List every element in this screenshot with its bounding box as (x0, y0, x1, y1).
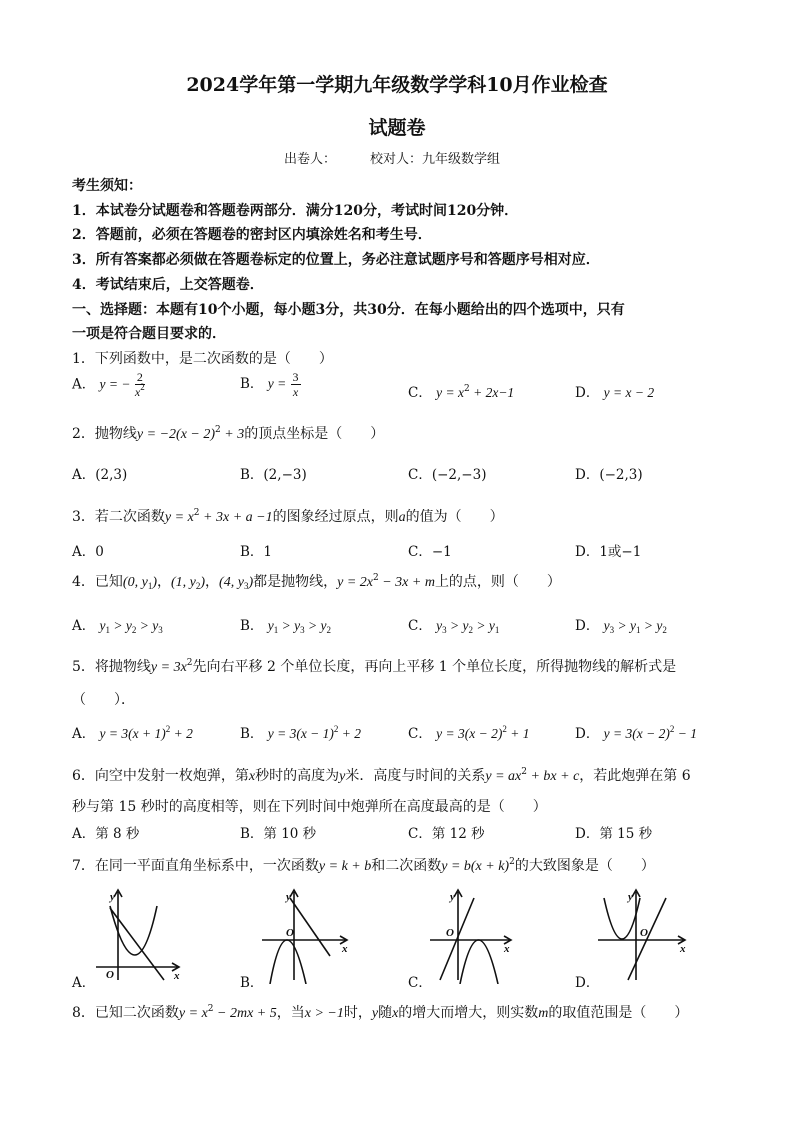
q1-option-d: D． y = x − 2 (575, 385, 655, 401)
q7-option-b-label: B． (240, 975, 264, 991)
q3-option-c: C．−1 (408, 544, 452, 560)
line (440, 898, 474, 980)
parabola (270, 940, 306, 984)
q4-stem: 4．已知(0, $y_1$)，(1, $y_2$)，(4, $y_3$)都是抛物线，$y = 2x^2 - 3x + m$上的点，则（ ） (72, 573, 561, 591)
notice-item: 3．所有答案都必须做在答题卷标定的位置上，务必注意试题序号和答题序号相对应． (72, 252, 600, 268)
checker-label: 校对人：九年级数学组 (370, 152, 501, 167)
q8-stem: 8．已知二次函数$y = x^2 - 2mx + 5$，当x > −1时，y随x的增大而增大，则实数m的取值范围是（ ） (72, 1004, 689, 1021)
y-axis-label: y (450, 891, 455, 903)
x-axis-label: x (504, 943, 510, 955)
q5-stem-cont: （ ）． (72, 692, 135, 708)
origin-label: O (106, 969, 114, 981)
x-axis-label: x (174, 970, 180, 982)
y-axis-label: y (628, 891, 633, 903)
q4-option-d: D． $y_3 > y_1 > y_2$ (575, 618, 667, 635)
y-axis-label: y (110, 891, 115, 903)
x-axis-label: x (342, 943, 348, 955)
origin-label: O (446, 927, 454, 939)
q5-option-b: B． $y = 3(x - 1)^2 + 2$ (240, 724, 362, 742)
q4-option-c: C． $y_3 > y_2 > y_1$ (408, 618, 500, 635)
q2-option-d: D．(−2,3) (575, 467, 643, 483)
x-axis-label: x (680, 943, 686, 955)
exam-title: 2024学年第一学期九年级数学学科10月作业检查 (186, 74, 608, 96)
q6-option-a: A．第 8 秒 (72, 826, 140, 842)
q6-stem: 6．向空中发射一枚炮弹，第x秒时的高度为y米．高度与时间的关系$y = ax^2$ + bx + c，若此炮弹在第 6 (72, 767, 691, 784)
q2-option-b: B．(2,−3) (240, 467, 307, 483)
q2-option-a: A．(2,3) (72, 467, 128, 483)
line (290, 898, 330, 956)
q6-option-d: D．第 15 秒 (575, 826, 653, 842)
q6-option-b: B．第 10 秒 (240, 826, 317, 842)
parabola (460, 940, 498, 984)
q7-stem: 7．在同一平面直角坐标系中，一次函数y = k + b和二次函数$y = b(x + k)^2$的大致图象是（ ） (72, 857, 655, 874)
q2-option-c: C．(−2,−3) (408, 467, 487, 483)
q3-option-a: A．0 (72, 544, 104, 560)
q7-option-a-label: A． (72, 975, 96, 991)
q5-option-a: A． $y = 3(x + 1)^2 + 2$ (72, 724, 193, 742)
origin-label: O (640, 927, 648, 939)
q5-option-c: C． $y = 3(x - 2)^2 + 1$ (408, 724, 530, 742)
q4-option-b: B． $y_1 > y_3 > y_2$ (240, 618, 331, 635)
notice-item: 4．考试结束后，上交答题卷． (72, 277, 264, 293)
parabola (110, 906, 157, 955)
notice-item: 2．答题前，必须在答题卷的密封区内填涂姓名和考生号． (72, 227, 432, 243)
q7-option-d-label: D． (575, 975, 600, 991)
section-heading: 一、选择题：本题有10个小题，每小题3分，共30分．在每小题给出的四个选项中，只有 (72, 302, 625, 318)
notice-heading: 考生须知： (72, 178, 142, 194)
q1-stem: 1．下列函数中，是二次函数的是（ ） (72, 351, 333, 367)
q3-option-d: D．1或−1 (575, 544, 642, 560)
q5-stem: 5．将抛物线$y = 3x^2$先向右平移 2 个单位长度，再向上平移 1 个单位长度，所得抛物线的解析式是 (72, 658, 677, 675)
origin-label: O (286, 927, 294, 939)
q5-option-d: D． $y = 3(x - 2)^2 - 1$ (575, 724, 697, 742)
q7-graph-c (426, 884, 521, 984)
notice-item: 1．本试卷分试题卷和答题卷两部分．满分120分，考试时间120分钟． (72, 203, 519, 219)
q6-option-c: C．第 12 秒 (408, 826, 485, 842)
q3-option-b: B．1 (240, 544, 273, 560)
q7-graph-b (258, 884, 353, 984)
q1-option-b: B． y = $\frac{3}{x}$ (240, 370, 299, 399)
parabola (604, 898, 640, 939)
q6-stem-cont: 秒与第 15 秒时的高度相等，则在下列时间中炮弹所在高度最高的是（ ） (72, 799, 547, 815)
q7-option-c-label: C． (408, 975, 432, 991)
q7-graph-a (92, 884, 187, 984)
y-axis-label: y (286, 891, 291, 903)
q3-stem: 3．若二次函数$y = x^2 + 3x + a -1$的图象经过原点，则a的值为（ ） (72, 508, 504, 525)
section-heading-cont: 一项是符合题目要求的． (72, 326, 226, 342)
q7-graph-d (594, 884, 689, 984)
line (628, 898, 666, 980)
q1-option-a: A． y = − $\frac{2}{x^2}$ (72, 370, 145, 399)
q2-stem: 2．抛物线$y = -2(x - 2)^2 + 3$的顶点坐标是（ ） (72, 425, 385, 442)
exam-subtitle: 试题卷 (368, 117, 426, 139)
author-label: 出卷人： (284, 152, 337, 167)
q4-option-a: A． $y_1 > y_2 > y_3$ (72, 618, 163, 635)
q1-option-c: C． $y = x^2 + 2x-1$ (408, 384, 515, 401)
